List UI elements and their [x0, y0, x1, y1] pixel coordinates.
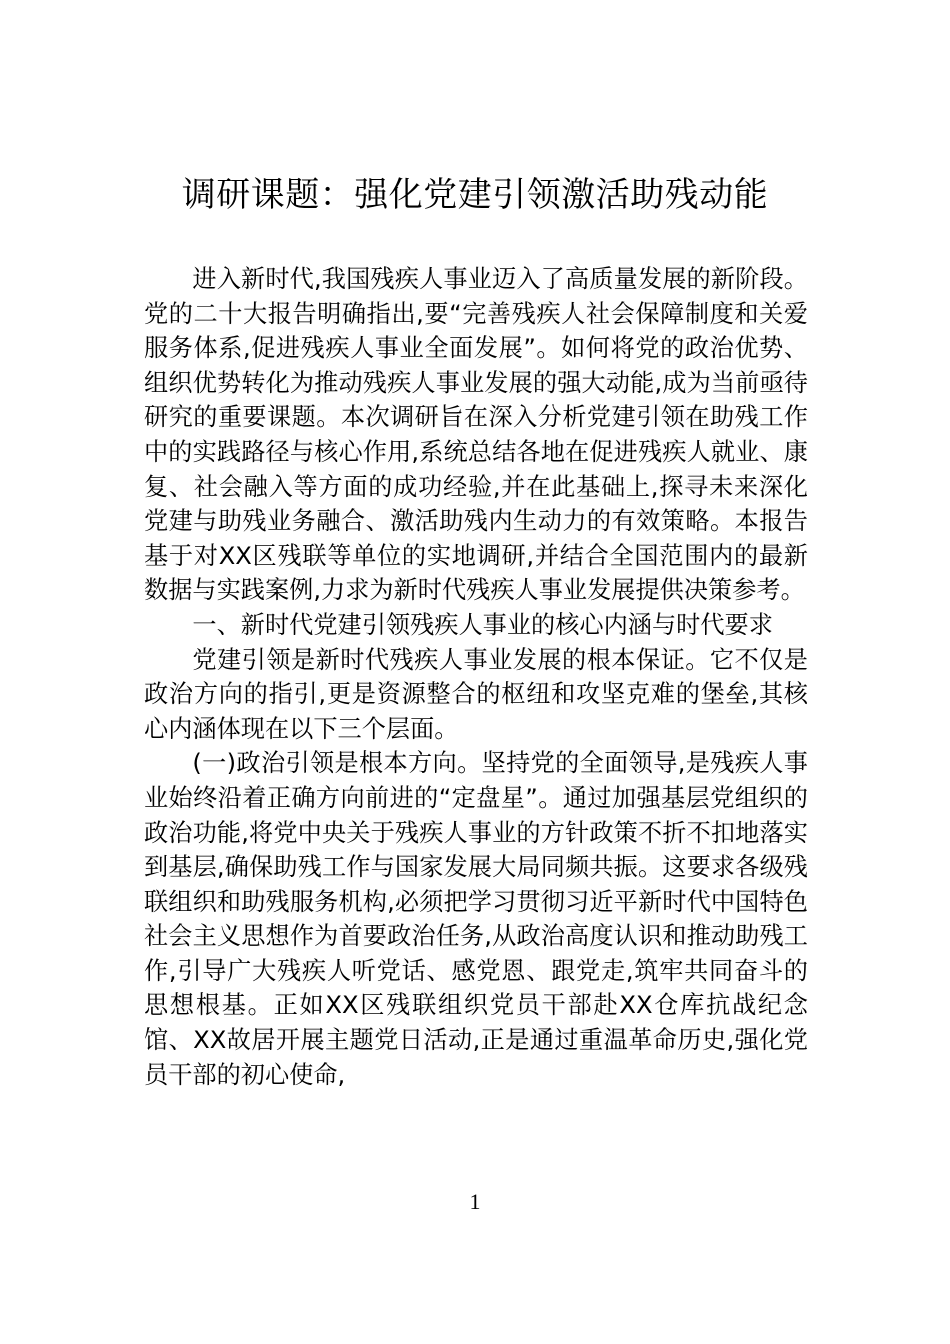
document-body: [144, 262, 808, 1092]
paragraph-political-leadership: (一)政治引领是根本方向。坚持党的全面领导,是残疾人事业始终沿着正确方向前进的“定盘星”。通过加强基层党组织的政治功能,将党中央关于残疾人事业的方针政策不折不扣地落实到基层,确保助残工作与国家发展大局同频共振。这要求各级残联组织和助残服务机构,必须把学习贯彻习近平新时代中国特色社会主义思想作为首要政治任务,从政治高度认识和推动助残工作,引导广大残疾人听党话、感党恩、跟党走,筑牢共同奋斗的思想根基。正如XX区残联组织党员干部赴XX仓库抗战纪念馆、XX故居开展主题党日活动,正是通过重温革命历史,强化党员干部的初心使命,: [144, 749, 808, 1089]
page-number: 1: [469, 1189, 481, 1214]
paragraph-section-1-intro: 党建引领是新时代残疾人事业发展的根本保证。它不仅是政治方向的指引,更是资源整合的枢纽和攻坚克难的堡垒,其核心内涵体现在以下三个层面。: [144, 645, 808, 743]
section-heading-1: 一、新时代党建引领残疾人事业的核心内涵与时代要求: [192, 610, 773, 639]
paragraph-intro: 进入新时代,我国残疾人事业迈入了高质量发展的新阶段。党的二十大报告明确指出,要“完善残疾人社会保障制度和关爱服务体系,促进残疾人事业全面发展”。如何将党的政治优势、组织优势转化为推动残疾人事业发展的强大动能,成为当前亟待研究的重要课题。本次调研旨在深入分析党建引领在助残工作中的实践路径与核心作用,系统总结各地在促进残疾人就业、康复、社会融入等方面的成功经验,并在此基础上,探寻未来深化党建与助残业务融合、激活助残内生动力的有效策略。本报告基于对XX区残联等单位的实地调研,并结合全国范围内的最新数据与实践案例,力求为新时代残疾人事业发展提供决策参考。: [144, 265, 808, 605]
document-title: 调研课题：强化党建引领激活助残动能: [181, 175, 769, 215]
